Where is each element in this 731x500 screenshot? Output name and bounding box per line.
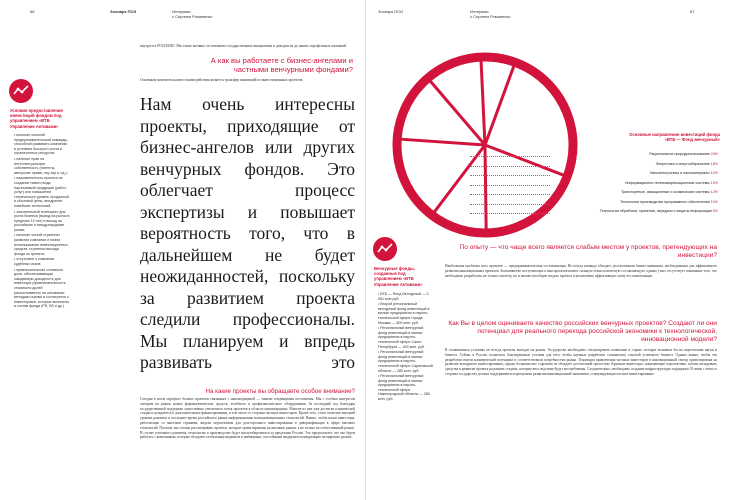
investment-pie-chart xyxy=(385,45,585,245)
legend-label: Технология производства программного обеспечения xyxy=(620,199,711,204)
legend-value: 12% xyxy=(710,190,718,194)
legend-item xyxy=(656,162,718,166)
pie-slice-divider xyxy=(397,139,485,145)
question-2: На какие проекты вы обращаете особое внимание? xyxy=(205,388,355,395)
legend-item xyxy=(600,209,718,213)
legend-leader xyxy=(470,204,550,205)
chart-title: Основные направления инвестиций фонда «ВТБ — Фонд венчурный» xyxy=(629,132,720,143)
legend-item xyxy=(625,181,718,185)
legend-item xyxy=(649,152,718,156)
legend-leader xyxy=(470,213,550,214)
legend-leader xyxy=(470,185,550,186)
legend-label: Информационно-телекоммуникационные системы xyxy=(625,180,711,185)
sidebar-item: • отсутствие у компании судебных исков; xyxy=(14,257,55,267)
pie-slice-divider xyxy=(485,62,515,145)
sidebar-title: Условия предоставления инвестиций фондом под управлением «ВТБ Управление Активами» xyxy=(10,108,63,129)
sidebar-item: • значительный потенциал для роста бизнеса (выход на рынок в пределах 10 лет) и выход на российские и международные рынки; xyxy=(14,209,70,232)
right-page-number: 67 xyxy=(690,9,695,14)
legend-value: 18% xyxy=(710,161,718,166)
pie-slice-divider xyxy=(481,57,485,145)
sidebar-2-item: • ВТБ — Фонд Венчурный — 3 061 млн руб. xyxy=(378,292,429,301)
legend-label: Транспортные, авиационные и космические системы xyxy=(621,190,711,194)
pie-slice-divider xyxy=(485,145,567,177)
legend-item xyxy=(621,190,718,194)
legend-label: Технологии обработки, хранения, передачи и защиты информации xyxy=(599,209,713,213)
question-3: По опыту — что чаще всего является слабым местом у проектов, претендующих на инвестиции? xyxy=(459,244,717,259)
sidebar-item: • наличие сильной предпринимательской команды, способной развивать компанию в условиях быстрого роста и ограниченных ресурсов; xyxy=(14,133,68,156)
right-section-name: Зоопарк ПСИ xyxy=(378,9,403,14)
legend-label: Наноэлектроника и наноматериалы xyxy=(649,171,711,175)
legend-label: Энергетика и энергосбережение xyxy=(655,161,711,166)
growth-chart-icon xyxy=(8,78,34,104)
legend-leader xyxy=(470,175,550,176)
body-text: Сегодня в моем портфеле больше проектов связанных с наномедициной — такими тенденциями поставлены. Мы с особым интересом смотрим на рынок новых фармацевтических средств, лечебного и профилактического оборудования. За последний год благодаря государственной поддержке существенно увеличился поток проектов в области наномедицины. Многие из них уже достигли клинической стадии и нуждаются в дополнительном финансировании, в том числе со стороны частных инвесторов. Кроме того, стоит отметить высокий уровень развития в последнее время российского рынка информационно-коммуникационных технологий. Важно, чтобы наши инвесторы, работающие со многими странами, видели перспективы для долгосрочного инвестирования и диверсификации в сфере высоких технологий. Поэтому мы готовы рассматривать проекты, которые ориентированы на внешние рынки, а не только на отечественный рынок. В случае успешного развития, технологии и производство будут масштабироваться за пределами России. Это предполагает, что мы будем работать с компаниями, которые обладают глобальным видением и амбициями, способными выдержать конкуренцию на мировом уровне. xyxy=(140,397,355,440)
sidebar-2-item: • Второй региональный венчурный фонд инвестиций в малые предприятия в научно-технической сфере города Москвы — 800 млн. руб. xyxy=(378,302,430,325)
left-header-title: Интервью с Сергеем Романенко xyxy=(172,9,213,19)
sidebar-2-item: • Региональный венчурный фонд инвестиций в малые предприятия в научно-технической сфере Саратовской области — 280 млн. руб. xyxy=(378,350,433,373)
question-4: Как Вы в целом оцениваете качество российских венчурных проектов? Создают ли они потенциал для реального перехода российской экономики к технологической, инновационной модели? xyxy=(448,320,717,343)
legend-value: 24% xyxy=(710,152,718,156)
pull-quote: Нам очень интересны проекты, приходящие от бизнес-ангелов или других венчурных фондов. Это облегчает процесс экспертизы и повышает вероятность того, что в дальнейшем не будет неожиданностей, поскольку за развитием проекта следили профессионалы. Мы планируем и впредь развивать это xyxy=(140,94,355,372)
sidebar-2-list xyxy=(378,292,433,492)
sidebar-list xyxy=(14,133,70,495)
pie-slice-divider xyxy=(428,78,485,145)
answer-1-lead: Основным моментом нашего взаимодействия является трансфер инноваций из инвестиционных проектов. xyxy=(140,78,304,82)
legend-value: 10% xyxy=(710,199,718,204)
legend-value: 6% xyxy=(712,209,718,213)
page-gutter xyxy=(365,0,366,500)
answer-4: В сложившихся условиях не всегда проекты выходят на рынок. Государство необходимо стимулировать появление в стране, которые возникли бы на пересечении науки и бизнеса. Сейчас в России сложились благоприятные условия для того, чтобы научные разработки становились основой успешного бизнеса. Однако важно, чтобы эти разработки имели коммерческий потенциал и соответствовали потребностям рынка. Тенденция привлечения частных инвесторов в инновационный сектор ориентирована на развитие венчурного инвестирования, однако большинство стартапов не обладает достаточной зрелостью. Крупные инвесторы, понимающие перспективы, готовы вкладывать средства в развитие проекта на ранних стадиях, которые впоследствии будут востребованы. Следовательно, необходимо создание инфраструктуры поддержки. В связи с этим со стороны государства должна поддерживаться программа развития инновационной экономики, стимулирующая частное инвестирование. xyxy=(445,348,717,376)
sidebar-2-item: • Региональный венчурный фонд инвестиций в малые предприятия в научно-технической сфере Нижегородской области — 280 млн. руб. xyxy=(378,374,430,402)
sidebar-item: • наличие прав на интеллектуальную собственность (патенты, авторские права, ноу-хау и т.д.); xyxy=(14,156,68,175)
sidebar-item: • привлекательная стоимость доли, обеспечивающая ожидаемую доходность для инвестора (привлекательность стоимости долей рассчитывается на основании методики оценки и согласуется с инвесторами, которые включены в состав фонда (РЯ, ВЛ и др.). xyxy=(14,267,70,309)
question-1: А как вы работаете с бизнес-ангелами и частными венчурными фондами? xyxy=(210,56,353,74)
legend-label: Рациональное природопользование xyxy=(649,152,711,156)
legend-leader xyxy=(470,166,550,167)
intro-text: внутри и в РОСНАНО. Мы также активно отслеживаем государственные инициативы и доводим их до наших портфельных компаний. xyxy=(140,44,347,48)
left-page-number: 66 xyxy=(30,9,35,14)
legend-leader xyxy=(470,194,550,195)
legend-item xyxy=(650,171,718,175)
right-header-title: Интервью с Сергеем Романенко xyxy=(470,9,511,19)
legend-item xyxy=(620,200,718,204)
legend-value: 10% xyxy=(710,171,718,175)
pie-slice-divider xyxy=(485,145,486,233)
legend-value: 15% xyxy=(710,180,718,185)
growth-chart-icon xyxy=(372,236,398,262)
sidebar-2-item: • Региональный венчурный фонд инвестиций в малые предприятия в научно-технической сфере Санкт-Петербурга — 400 млн. руб. xyxy=(378,326,426,349)
answer-3: Наибольшая проблема всех проектов — предпринимательская составляющая. Не всегда команда обладает достаточными бизнес-навыками, необходимыми для эффективного развития инновационных проектов. Большинство поступающих к нам проектов имеют сильную технологическую составляющую, однако у них отсутствует понимание того, что необходимо разработать не только гипотезу, но и жизнеспособную модель проекта и реализовать эффективную схему его монетизации. xyxy=(445,264,717,278)
sidebar-2-title: Венчурные фонды, созданные под управлением «ВТБ Управление Активами» xyxy=(374,266,423,287)
left-section-name: Зоопарк ПСИ xyxy=(110,9,137,14)
sidebar-item: • наличие четкой стратегии развития компании и плана использования инвестиционных средств, стратегии выхода фонда из проекта; xyxy=(14,233,68,256)
legend-leader xyxy=(470,156,550,157)
sidebar-item: • направленность проекта на создание нового вида научноемкой продукции (работ, услуг) или повышение технического уровня, продажной и сбытовой цены, внедрение новейших технологий; xyxy=(14,176,69,208)
